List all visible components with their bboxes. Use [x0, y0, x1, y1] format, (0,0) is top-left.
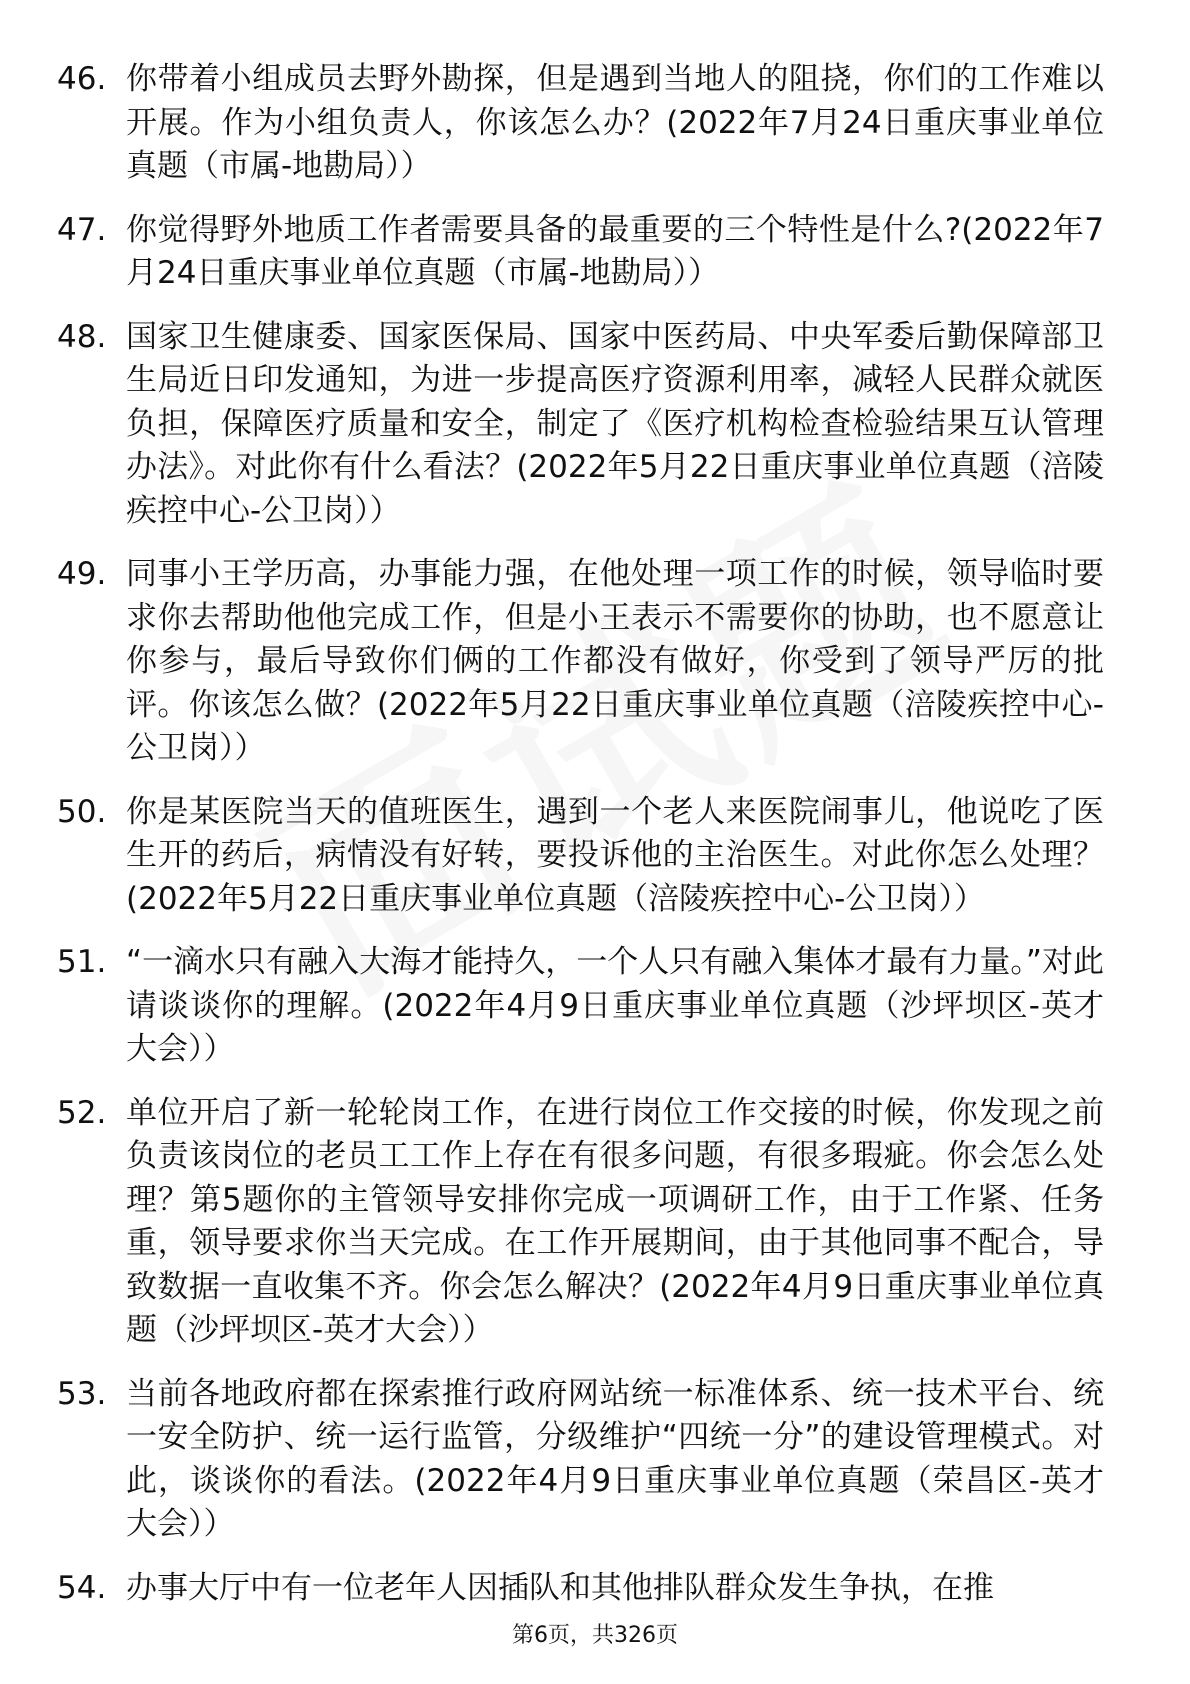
question-text: “一滴水只有融入大海才能持久，一个人只有融入集体才最有力量。”对此请谈谈你的理解。(2022年4月9日重庆事业单位真题（沙坪坝区-英才大会））	[126, 944, 1104, 1067]
question-item	[0, 209, 1190, 296]
question-number: 46.	[57, 61, 107, 97]
question-number: 48.	[57, 318, 107, 355]
question-number: 49.	[57, 556, 107, 592]
question-item	[0, 58, 1190, 189]
question-text: 同事小王学历高，办事能力强，在他处理一项工作的时候，领导临时要求你去帮助他他完成工作，但是小王表示不需要你的协助，也不愿意让你参与，最后导致你们俩的工作都没有做好，你受到了领导严厉的批评。你该怎么做？(2022年5月22日重庆事业单位真题（涪陵疾控中心-公卫岗））	[126, 556, 1104, 766]
question-item	[0, 1373, 1190, 1547]
question-text: 当前各地政府都在探索推行政府网站统一标准体系、统一技术平台、统一安全防护、统一运行监管，分级维护“四统一分”的建设管理模式。对此，谈谈你的看法。(2022年4月9日重庆事业单位真题（荣昌区-英才大会））	[126, 1375, 1104, 1542]
question-text: 办事大厅中有一位老年人因插队和其他排队群众发生争执，在推	[126, 1569, 994, 1606]
question-item	[0, 316, 1190, 534]
question-number: 47.	[57, 211, 107, 248]
question-text: 你是某医院当天的值班医生，遇到一个老人来医院闹事儿，他说吃了医生开的药后，病情没有好转，要投诉他的主治医生。对此你怎么处理？(2022年5月22日重庆事业单位真题（涪陵疾控中心-公卫岗））	[126, 793, 1104, 917]
question-item	[0, 791, 1190, 922]
question-item	[0, 1092, 1190, 1353]
question-number: 53.	[57, 1375, 107, 1412]
question-number: 51.	[57, 944, 107, 980]
question-number: 52.	[57, 1094, 107, 1131]
question-list	[0, 58, 1190, 1630]
question-text: 你觉得野外地质工作者需要具备的最重要的三个特性是什么?(2022年7月24日重庆事业单位真题（市属-地勘局））	[126, 211, 1104, 291]
question-item	[0, 553, 1190, 771]
question-text: 国家卫生健康委、国家医保局、国家中医药局、中央军委后勤保障部卫生局近日印发通知，为进一步提高医疗资源利用率，减轻人民群众就医负担，保障医疗质量和安全，制定了《医疗机构检查检验结果互认管理办法》。对此你有什么看法？(2022年5月22日重庆事业单位真题（涪陵疾控中心-公卫岗））	[126, 318, 1104, 529]
question-text: 你带着小组成员去野外勘探，但是遇到当地人的阻挠，你们的工作难以开展。作为小组负责人，你该怎么办？(2022年7月24日重庆事业单位真题（市属-地勘局））	[126, 61, 1104, 184]
page-footer: 第6页，共326页	[512, 1623, 678, 1648]
question-text: 单位开启了新一轮轮岗工作，在进行岗位工作交接的时候，你发现之前负责该岗位的老员工工作上存在有很多问题，有很多瑕疵。你会怎么处理？第5题你的主管领导安排你完成一项调研工作，由于工作紧、任务重，领导要求你当天完成。在工作开展期间，由于其他同事不配合，导致数据一直收集不齐。你会怎么解决？(2022年4月9日重庆事业单位真题（沙坪坝区-英才大会））	[126, 1094, 1104, 1348]
question-item	[0, 941, 1190, 1072]
question-number: 50.	[57, 793, 107, 830]
question-number: 54.	[57, 1569, 107, 1606]
question-item	[0, 1567, 1190, 1611]
